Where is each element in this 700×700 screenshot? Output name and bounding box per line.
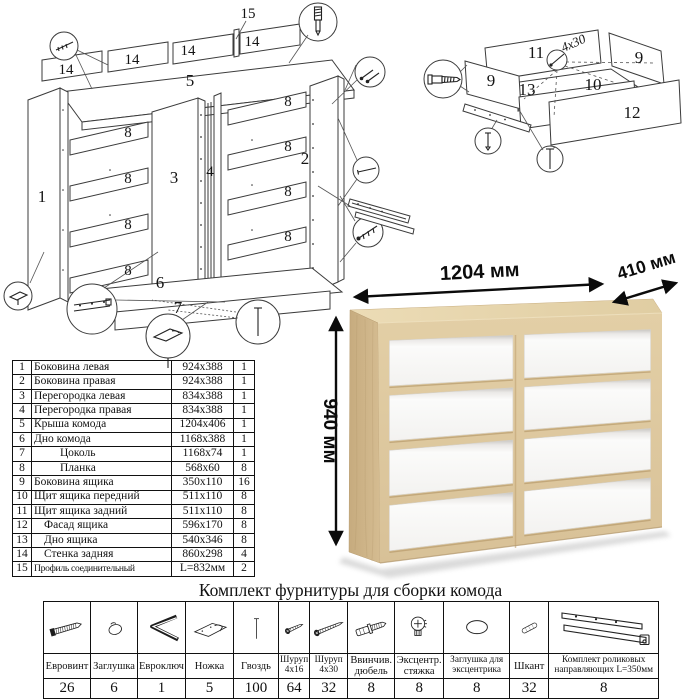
hardware-item-qty: 1 xyxy=(138,679,186,699)
part-label-5: 5 xyxy=(185,71,195,90)
part-label-14: 14 xyxy=(244,34,260,50)
hardware-item-name: Евроключ xyxy=(138,654,186,679)
part-label-3: 3 xyxy=(169,168,179,187)
table-row: 13 Дно ящика 540х346 8 xyxy=(13,533,255,547)
width-dimension-arrow xyxy=(355,284,602,297)
part-label-12: 12 xyxy=(623,103,641,122)
hardware-item-name: Заглушка для эксцентрика xyxy=(444,654,510,679)
part-label-14: 14 xyxy=(58,62,74,78)
roller-rail-kit-icon xyxy=(552,606,656,650)
hardware-item-qty: 8 xyxy=(348,679,395,699)
hardware-item-name: Шуруп 4х16 xyxy=(279,654,310,679)
hardware-item-name: Гвоздь xyxy=(234,654,279,679)
part-label-8: 8 xyxy=(124,263,132,279)
hardware-item-qty: 100 xyxy=(234,679,279,699)
part-label-8: 8 xyxy=(284,139,292,155)
table-row: 6 Дно комода 1168х388 1 xyxy=(13,432,255,446)
part-label-8: 8 xyxy=(124,217,132,233)
part-label-10: 10 xyxy=(584,75,602,94)
hardware-item-qty: 64 xyxy=(279,679,310,699)
part-label-8: 8 xyxy=(124,125,132,141)
part-label-13: 13 xyxy=(518,80,536,99)
hardware-item-name: Шуруп 4х30 xyxy=(310,654,348,679)
hardware-item-qty: 32 xyxy=(510,679,549,699)
part-label-11: 11 xyxy=(527,43,545,62)
table-row: 9 Боковина ящика 350х110 16 xyxy=(13,476,255,490)
foot-icon xyxy=(187,606,233,650)
hardware-kit-table xyxy=(43,601,659,699)
dresser-render xyxy=(315,245,700,590)
table-row: 5 Крыша комода 1204х406 1 xyxy=(13,418,255,432)
part-label-8: 8 xyxy=(284,229,292,245)
table-row: 3 Перегородка левая 834х388 1 xyxy=(13,389,255,403)
hardware-item-name: Эксцентр. стяжка xyxy=(395,654,444,679)
cam-cap-icon xyxy=(451,606,503,650)
hardware-item-qty: 8 xyxy=(444,679,510,699)
table-row: 10 Щит ящика передний 511х110 8 xyxy=(13,490,255,504)
part-label-6: 6 xyxy=(155,273,165,292)
hardware-item-qty: 6 xyxy=(91,679,138,699)
part-label-8: 8 xyxy=(124,171,132,187)
height-dimension-label: 940 мм xyxy=(319,398,340,464)
part-label-9: 9 xyxy=(634,48,644,67)
table-row: 7 Цоколь 1168х74 1 xyxy=(13,447,255,461)
screw-4x30-icon xyxy=(311,606,347,650)
table-row: 14 Стенка задняя 860х298 4 xyxy=(13,548,255,562)
table-row: 12 Фасад ящика 596х170 8 xyxy=(13,519,255,533)
screw-4x16-icon xyxy=(280,606,309,650)
hardware-item-name: Заглушка xyxy=(91,654,138,679)
table-row: 1 Боковина левая 924х388 1 xyxy=(13,361,255,375)
cam-lock-icon xyxy=(396,606,443,650)
table-row: 2 Боковина правая 924х388 1 xyxy=(13,375,255,389)
depth-dimension-label: 410 мм xyxy=(614,246,678,284)
threaded-dowel-callout-icon xyxy=(424,60,469,98)
part-label-14: 14 xyxy=(124,52,140,68)
cap-icon xyxy=(92,606,137,650)
part-label-8: 8 xyxy=(284,94,292,110)
part-label-4: 4 xyxy=(206,164,214,180)
hardware-item-qty: 8 xyxy=(549,679,659,699)
hardware-item-name: Ножка xyxy=(186,654,234,679)
parts-list-table xyxy=(12,360,255,577)
hardware-item-qty: 26 xyxy=(44,679,91,699)
part-label-1: 1 xyxy=(37,187,47,206)
table-row: 11 Щит ящика задний 511х110 8 xyxy=(13,504,255,518)
hardware-item-qty: 8 xyxy=(395,679,444,699)
table-row: 4 Перегородка правая 834х388 1 xyxy=(13,404,255,418)
dresser-left-face xyxy=(349,310,380,563)
hardware-item-name: Комплект роликовых направляющих L=350мм xyxy=(549,654,659,679)
part-label-15: 15 xyxy=(240,6,256,22)
hardware-item-qty: 5 xyxy=(186,679,234,699)
drawer-exploded-diagram xyxy=(415,0,700,198)
screw-callout-icon xyxy=(475,128,501,154)
dowel-pin-icon xyxy=(511,606,548,650)
table-row: 15 Профиль соединительный L=832мм 2 xyxy=(13,562,255,576)
hardware-item-name: Шкант xyxy=(510,654,549,679)
nail-icon xyxy=(235,606,278,650)
part-label-14: 14 xyxy=(180,43,196,59)
part-label-8: 8 xyxy=(284,184,292,200)
table-row: 8 Планка 568х60 8 xyxy=(13,461,255,475)
hardware-item-qty: 32 xyxy=(310,679,348,699)
part-label-9: 9 xyxy=(486,71,496,90)
screw-size-label: 4х30 xyxy=(558,30,588,55)
hardware-item-name: Евровинт xyxy=(44,654,91,679)
threaded-dowel-icon xyxy=(349,606,394,650)
part-label-2: 2 xyxy=(300,149,310,168)
eurovint-icon xyxy=(45,606,90,650)
part-label-7: 7 xyxy=(173,298,183,317)
hex-key-icon xyxy=(139,606,185,650)
hardware-kit-title: Комплект фурнитуры для сборки комода xyxy=(198,580,503,600)
width-dimension-label: 1204 мм xyxy=(439,258,521,286)
hardware-item-name: Ввинчив. дюбель xyxy=(348,654,395,679)
